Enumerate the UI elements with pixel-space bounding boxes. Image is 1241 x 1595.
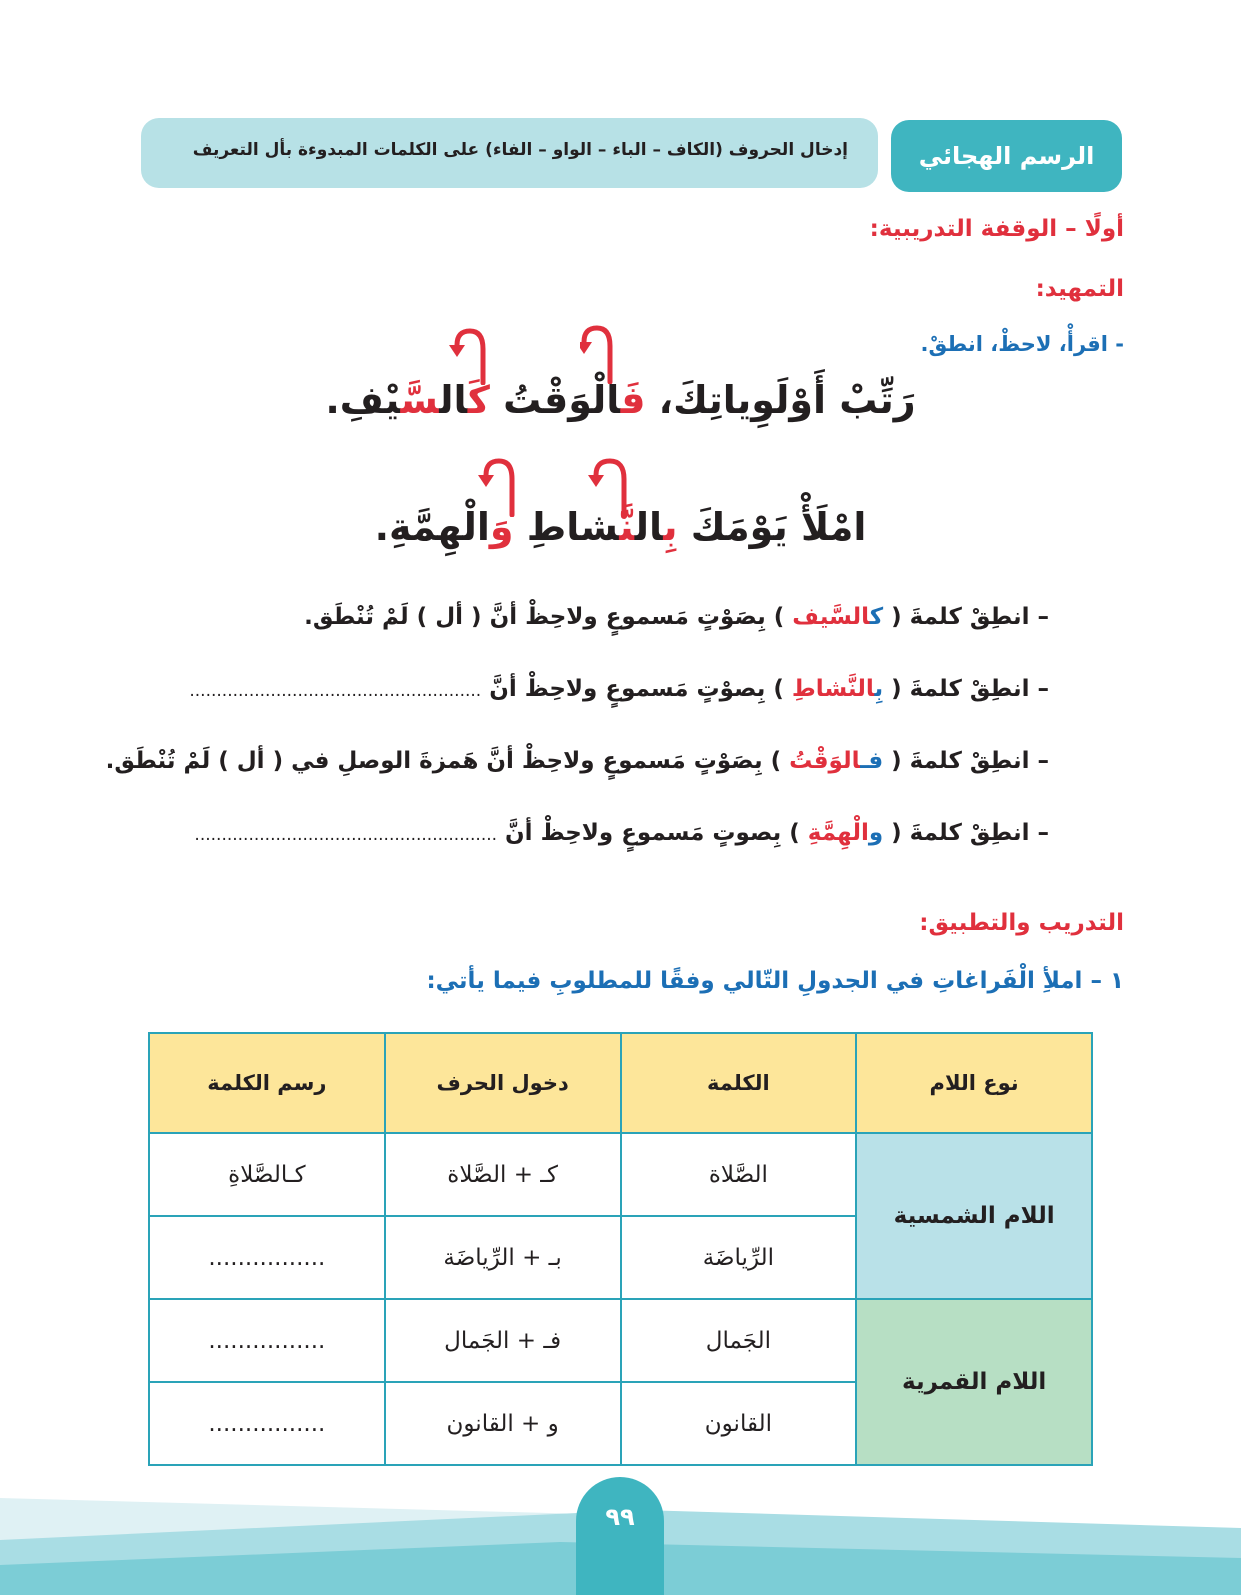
lesson-title-tab: الرسم الهجائي — [891, 120, 1122, 192]
column-header: رسم الكلمة — [149, 1033, 385, 1133]
bullet-text: – انطِقْ كلمةَ ( — [883, 676, 1049, 702]
entry-cell: فـ + الجَمال — [385, 1299, 621, 1382]
page-number: ٩٩ — [576, 1477, 664, 1595]
sentence-text: ال — [439, 378, 468, 422]
bullet-highlight-letter: و — [868, 820, 884, 846]
group-label-shamsi: اللام الشمسية — [856, 1133, 1092, 1299]
sentence-text: هِمَّةِ. — [374, 505, 463, 549]
bullet-text: ) بِصَوْتٍ مَسموعٍ ولاحِظْ أنَّ هَمزةَ الوصلِ في ( أل ) لَمْ تُنْطَق. — [105, 748, 790, 774]
bullet-text: – انطِقْ كلمةَ ( — [883, 820, 1049, 846]
fill-in-blank[interactable]: ...................................................... — [189, 681, 482, 701]
example-sentence-2 — [0, 505, 1241, 549]
sentence-letter-highlight: سَّ — [400, 378, 440, 422]
result-blank[interactable]: ................ — [149, 1216, 385, 1299]
table-row — [149, 1299, 1092, 1382]
bullet-highlight-word: النَّشاطِ — [791, 676, 875, 702]
sentence-text: امْلَأْ يَوْمَكَ — [677, 505, 867, 549]
sentence-text: الْ — [462, 505, 490, 549]
table-row — [149, 1133, 1092, 1216]
group-label-qamari: اللام القمرية — [856, 1299, 1092, 1465]
sentence-letter-highlight: كَ — [467, 378, 490, 422]
bullet-text: ) بِصوتٍ مَسموعٍ ولاحِظْ أنَّ — [497, 820, 808, 846]
bullet-highlight-letter: فـ — [860, 748, 884, 774]
bullet-highlight-word: الْهِمَّةِ — [807, 820, 869, 846]
entry-cell: بـ + الرِّياضَة — [385, 1216, 621, 1299]
bullet-text: ) بِصوْتٍ مَسموعٍ ولاحِظْ أنَّ — [481, 676, 792, 702]
word-cell: القانون — [621, 1382, 857, 1465]
bullet-line-1 — [304, 604, 1049, 630]
table-header-row — [149, 1033, 1092, 1133]
lesson-subtitle: إدخال الحروف (الكاف – الباء – الواو – الفاء) على الكلمات المبدوءة بأل التعريف — [192, 140, 848, 160]
lesson-subtitle-bar — [141, 118, 878, 188]
exercise-table — [148, 1032, 1093, 1466]
result-cell: كـالصَّلاةِ — [149, 1133, 385, 1216]
column-header: نوع اللام — [856, 1033, 1092, 1133]
entry-cell: و + القانون — [385, 1382, 621, 1465]
word-cell: الصَّلاة — [621, 1133, 857, 1216]
sentence-text: الْوَقْتُ — [489, 378, 621, 422]
exercise-question: ١ – املأِ الْفَراغاتِ في الجدولِ التّالي وفقًا للمطلوبِ فيما يأتي: — [426, 968, 1124, 994]
bullet-highlight-letter: بِ — [874, 676, 884, 702]
sentence-letter-highlight: بِ — [663, 505, 678, 549]
word-cell: الجَمال — [621, 1299, 857, 1382]
section-heading-practice: التدريب والتطبيق: — [919, 910, 1124, 936]
bullet-highlight-word: الوَقْتُ — [789, 748, 861, 774]
sentence-text: ال — [634, 505, 664, 549]
bullet-highlight-letter: ك — [869, 604, 884, 630]
entry-cell: كـ + الصَّلاة — [385, 1133, 621, 1216]
result-blank[interactable]: ................ — [149, 1299, 385, 1382]
curved-arrow-icon — [580, 322, 626, 384]
bullet-line-4 — [194, 820, 1049, 846]
example-sentence-1 — [0, 378, 1241, 422]
column-header: دخول الحرف — [385, 1033, 621, 1133]
curved-arrow-icon — [449, 325, 495, 385]
word-cell: الرِّياضَة — [621, 1216, 857, 1299]
bullet-line-2 — [189, 676, 1049, 702]
sentence-text: رَتِّبْ أَوْلَوِياتِكَ، — [645, 378, 916, 422]
sentence-letter-highlight: نَّ — [619, 505, 635, 549]
instruction-line: - اقرأْ، لاحظْ، انطقْ. — [920, 332, 1124, 356]
sentence-text: شاطِ — [513, 505, 620, 549]
fill-in-blank[interactable]: ........................................................ — [194, 825, 498, 845]
section-heading-training: أولًا – الوقفة التدريبية: — [869, 216, 1124, 242]
bullet-text: – انطِقْ كلمةَ ( — [883, 604, 1049, 630]
intro-heading: التمهيد: — [1035, 276, 1124, 302]
result-blank[interactable]: ................ — [149, 1382, 385, 1465]
column-header: الكلمة — [621, 1033, 857, 1133]
sentence-letter-highlight: وَ — [489, 505, 514, 549]
bullet-highlight-word: السَّيف — [792, 604, 870, 630]
bullet-text: – انطِقْ كلمةَ ( — [883, 748, 1049, 774]
sentence-letter-highlight: فَ — [620, 378, 646, 422]
bullet-line-3 — [106, 748, 1049, 774]
bullet-text: ) بِصَوْتٍ مَسموعٍ ولاحِظْ أنَّ ( أل ) لَمْ تُنْطَق. — [304, 604, 793, 630]
sentence-text: يْفِ. — [325, 378, 401, 422]
